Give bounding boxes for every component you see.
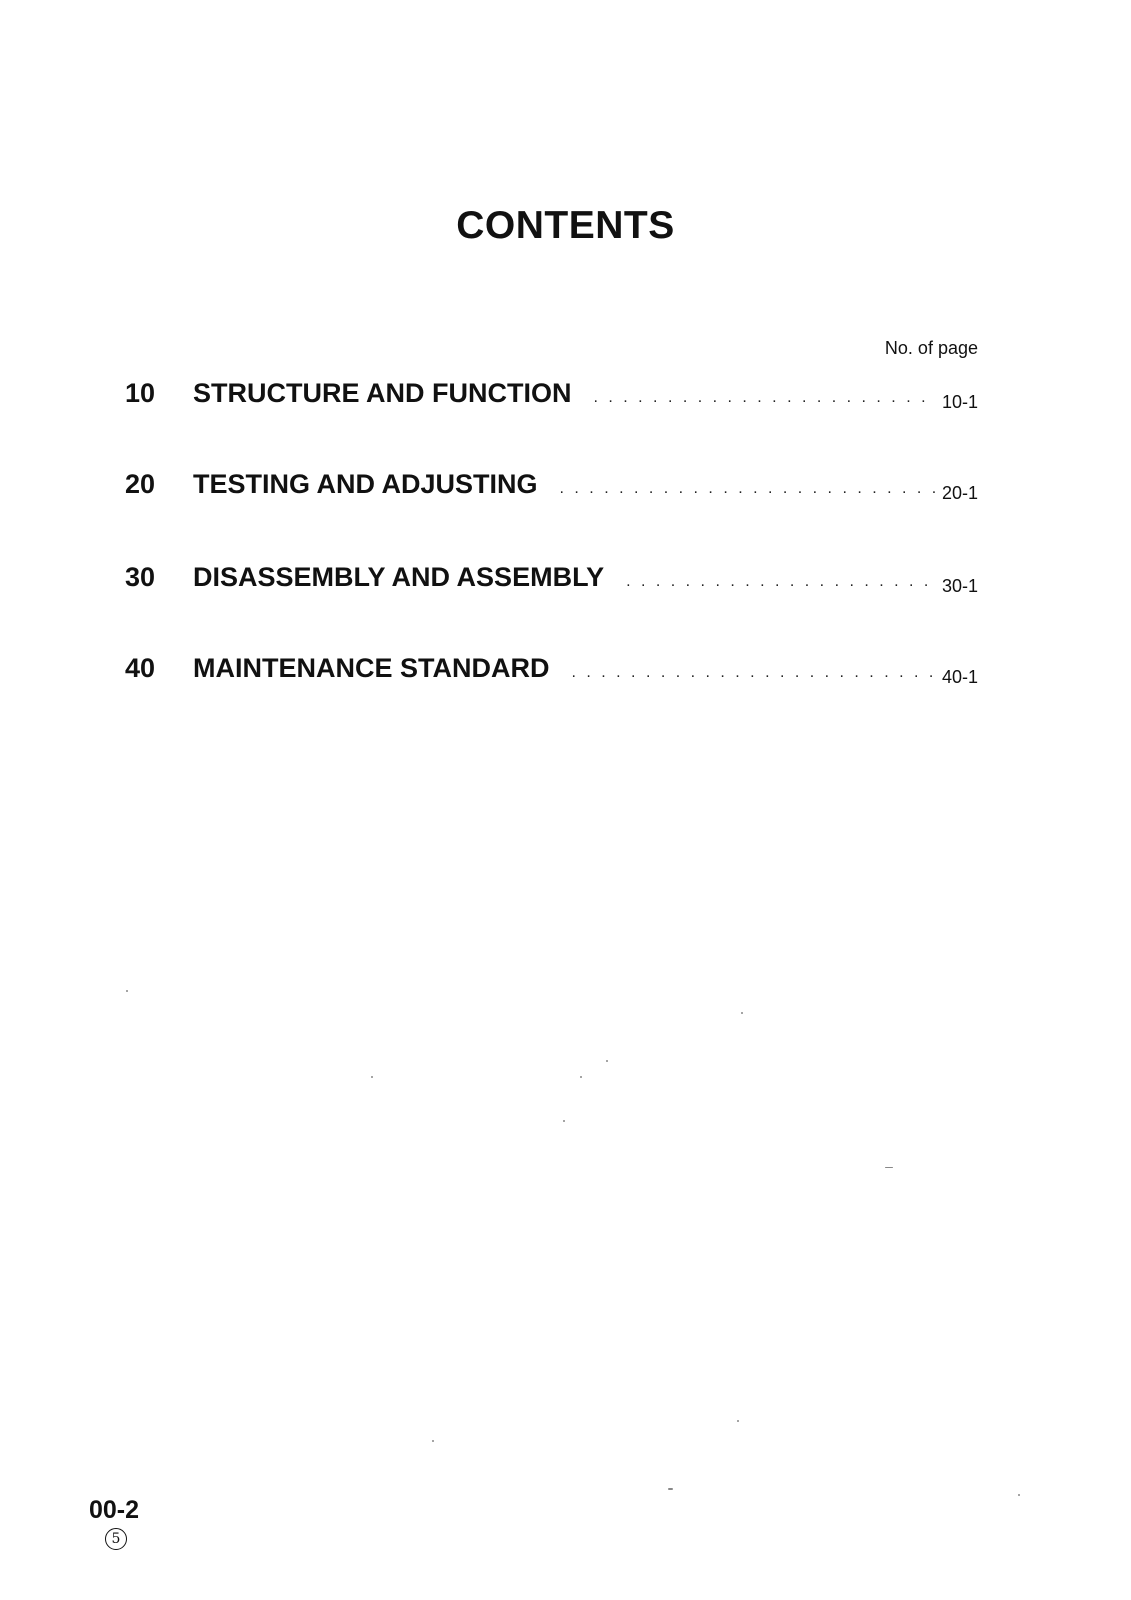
toc-entry-page: 40-1 — [941, 667, 978, 687]
scan-speck — [580, 1076, 582, 1078]
revision-mark: 5 — [105, 1528, 127, 1550]
toc-entry-structure-and-function[interactable] — [125, 378, 978, 418]
toc-entry-page: 20-1 — [941, 483, 978, 503]
scan-speck — [432, 1440, 434, 1442]
footer-page-number: 00-2 — [89, 1496, 140, 1524]
scan-speck — [668, 1488, 673, 1490]
toc-entry-page: 30-1 — [941, 576, 978, 596]
scan-speck — [563, 1120, 565, 1122]
toc-entry-number: 20 — [125, 469, 156, 499]
page-title: CONTENTS — [456, 204, 675, 247]
dot-leader — [571, 664, 935, 682]
toc-entry-title: DISASSEMBLY AND ASSEMBLY — [193, 562, 605, 592]
toc-entry-maintenance-standard[interactable] — [125, 653, 978, 693]
toc-entry-testing-and-adjusting[interactable] — [125, 469, 978, 509]
toc-entry-title: STRUCTURE AND FUNCTION — [193, 378, 572, 408]
toc-entry-number: 40 — [125, 653, 156, 683]
scan-speck — [371, 1076, 373, 1078]
toc-entry-title: TESTING AND ADJUSTING — [193, 469, 538, 499]
toc-entry-number: 10 — [125, 378, 156, 408]
scan-speck — [126, 990, 128, 992]
scan-speck — [885, 1167, 893, 1168]
toc-entry-number: 30 — [125, 562, 156, 592]
scan-speck — [737, 1420, 739, 1422]
dot-leader — [560, 480, 936, 498]
scan-speck — [1018, 1494, 1020, 1496]
scan-speck — [741, 1012, 743, 1014]
toc-entry-page: 10-1 — [941, 392, 978, 412]
page-column-header: No. of page — [884, 338, 978, 358]
dot-leader — [626, 573, 936, 591]
scan-speck — [606, 1060, 608, 1062]
dot-leader — [593, 389, 935, 407]
toc-entry-title: MAINTENANCE STANDARD — [193, 653, 550, 683]
toc-entry-disassembly-and-assembly[interactable] — [125, 562, 978, 602]
